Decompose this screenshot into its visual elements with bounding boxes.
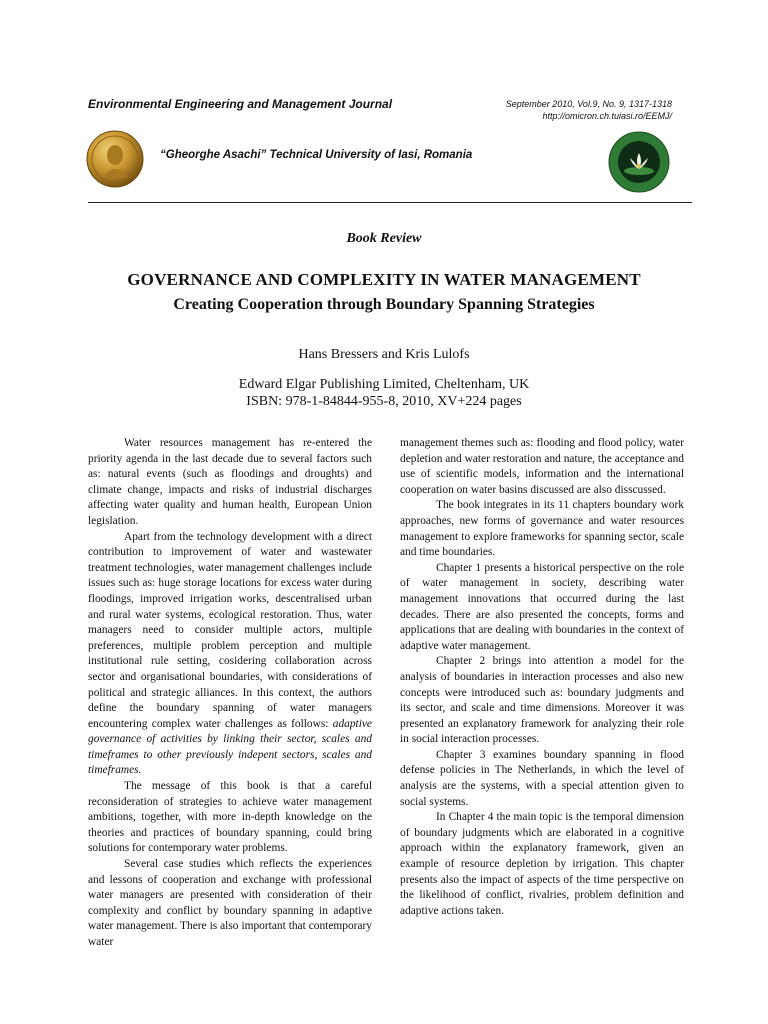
university-name: “Gheorghe Asachi” Technical University of Iasi, Romania (160, 149, 473, 161)
book-title: GOVERNANCE AND COMPLEXITY IN WATER MANAGEMENT (127, 270, 641, 289)
publication-info (0, 376, 768, 410)
publisher: Edward Elgar Publishing Limited, Cheltenham, UK (238, 377, 530, 392)
left-column (88, 436, 372, 951)
paragraph: In Chapter 4 the main topic is the temporal dimension of boundary judgments which are elaborated in a cognitive approach within the explanatory framework, given an example of resource depletion by irrigation. This chapter presents also the impact of aspects of the time perspective on the likelihood of conflict, rivalries, problem definition and adaptive actions taken. (400, 811, 684, 917)
definition-italic: adaptive governance of activities by linking their sector, scales and timeframes to other previously indepent sectors, scales and timeframes. (88, 717, 372, 777)
paragraph: The message of this book is that a careful reconsideration of strategies to achieve water management ambitions, together, with more in-depth knowledge on the theories and practices of boundary spanning, could bring solutions for contemporary water problems. (88, 780, 372, 855)
book-subtitle: Creating Cooperation through Boundary Spanning Strategies (173, 296, 595, 313)
paragraph (88, 530, 372, 780)
header-divider (88, 202, 692, 203)
issue-citation: September 2010, Vol.9, No. 9, 1317-1318 (505, 99, 672, 109)
journal-name: Environmental Engineering and Management Journal (88, 97, 393, 111)
book-authors: Hans Bressers and Kris Lulofs (298, 347, 470, 362)
right-column (400, 436, 684, 919)
paragraph: management themes such as: flooding and flood policy, water depletion and water restoration and nature, the acceptance and use of scientific models, information and the international cooperation on water basins discussed are also disscussed. (400, 437, 684, 496)
section-label: Book Review (346, 231, 422, 246)
university-medal-logo (86, 130, 144, 188)
paragraph: Chapter 3 examines boundary spanning in flood defense policies in The Netherlands, in which the level of analysis are the systems, with a special attention given to social systems. (400, 748, 684, 808)
paragraph: The book integrates in its 11 chapters boundary work approaches, new forms of governance and water resources management to explore frameworks for spanning sector, scale and time boundaries. (400, 499, 684, 559)
issue-info (506, 98, 672, 122)
journal-lotus-logo (608, 131, 670, 193)
journal-url[interactable]: http://omicron.ch.tuiasi.ro/EEMJ/ (542, 111, 672, 121)
paragraph: Water resources management has re-entered the priority agenda in the last decade due to several factors such as: natural events (such as floodings and droughts) and climate change, impacts and risks of industrial discharges affecting water quality and human health, European Union legislation. (88, 437, 372, 527)
isbn: ISBN: 978-1-84844-955-8, 2010, XV+224 pages (246, 394, 522, 409)
paragraph: Chapter 1 presents a historical perspective on the role of water management in society, describing water management innovations that occurred during the last decades. There are also presented the concepts, forms and applications that are dealing with boundaries in the context of adaptive water management. (400, 561, 684, 652)
paragraph: Several case studies which reflects the experiences and lessons of cooperation and exchange with professional water managers are presented with consideration of their complexity and conflict by boundary spanning in adaptive water management. There is also important that contemporary water (88, 858, 372, 948)
paragraph: Chapter 2 brings into attention a model for the analysis of boundaries in interaction processes and also new concepts were introduced such as: boundary judgments and its sector, and scale and time dimensions. Moreover it was presented an explanatory framework for analyzing their role in social interaction processes. (400, 655, 684, 746)
paragraph-text: Apart from the technology development with a direct contribution to improvement of water and wastewater treatment technologies, water management challenges include issues such as: huge storage locations for excess water during floodings, improved irrigation works, descentralised urban and rural water systems, ecological restoration. Thus, water managers need to consider multiple actors, multiple preferences, multiple problem perception and multiple institutional rule setting, cosidering collaboration across sector and organisational boundaries, with considerations of political and strategic alliances. In this context, the authors define the boundary spanning of water managers encountering complex water challenges as follows: (88, 530, 372, 730)
